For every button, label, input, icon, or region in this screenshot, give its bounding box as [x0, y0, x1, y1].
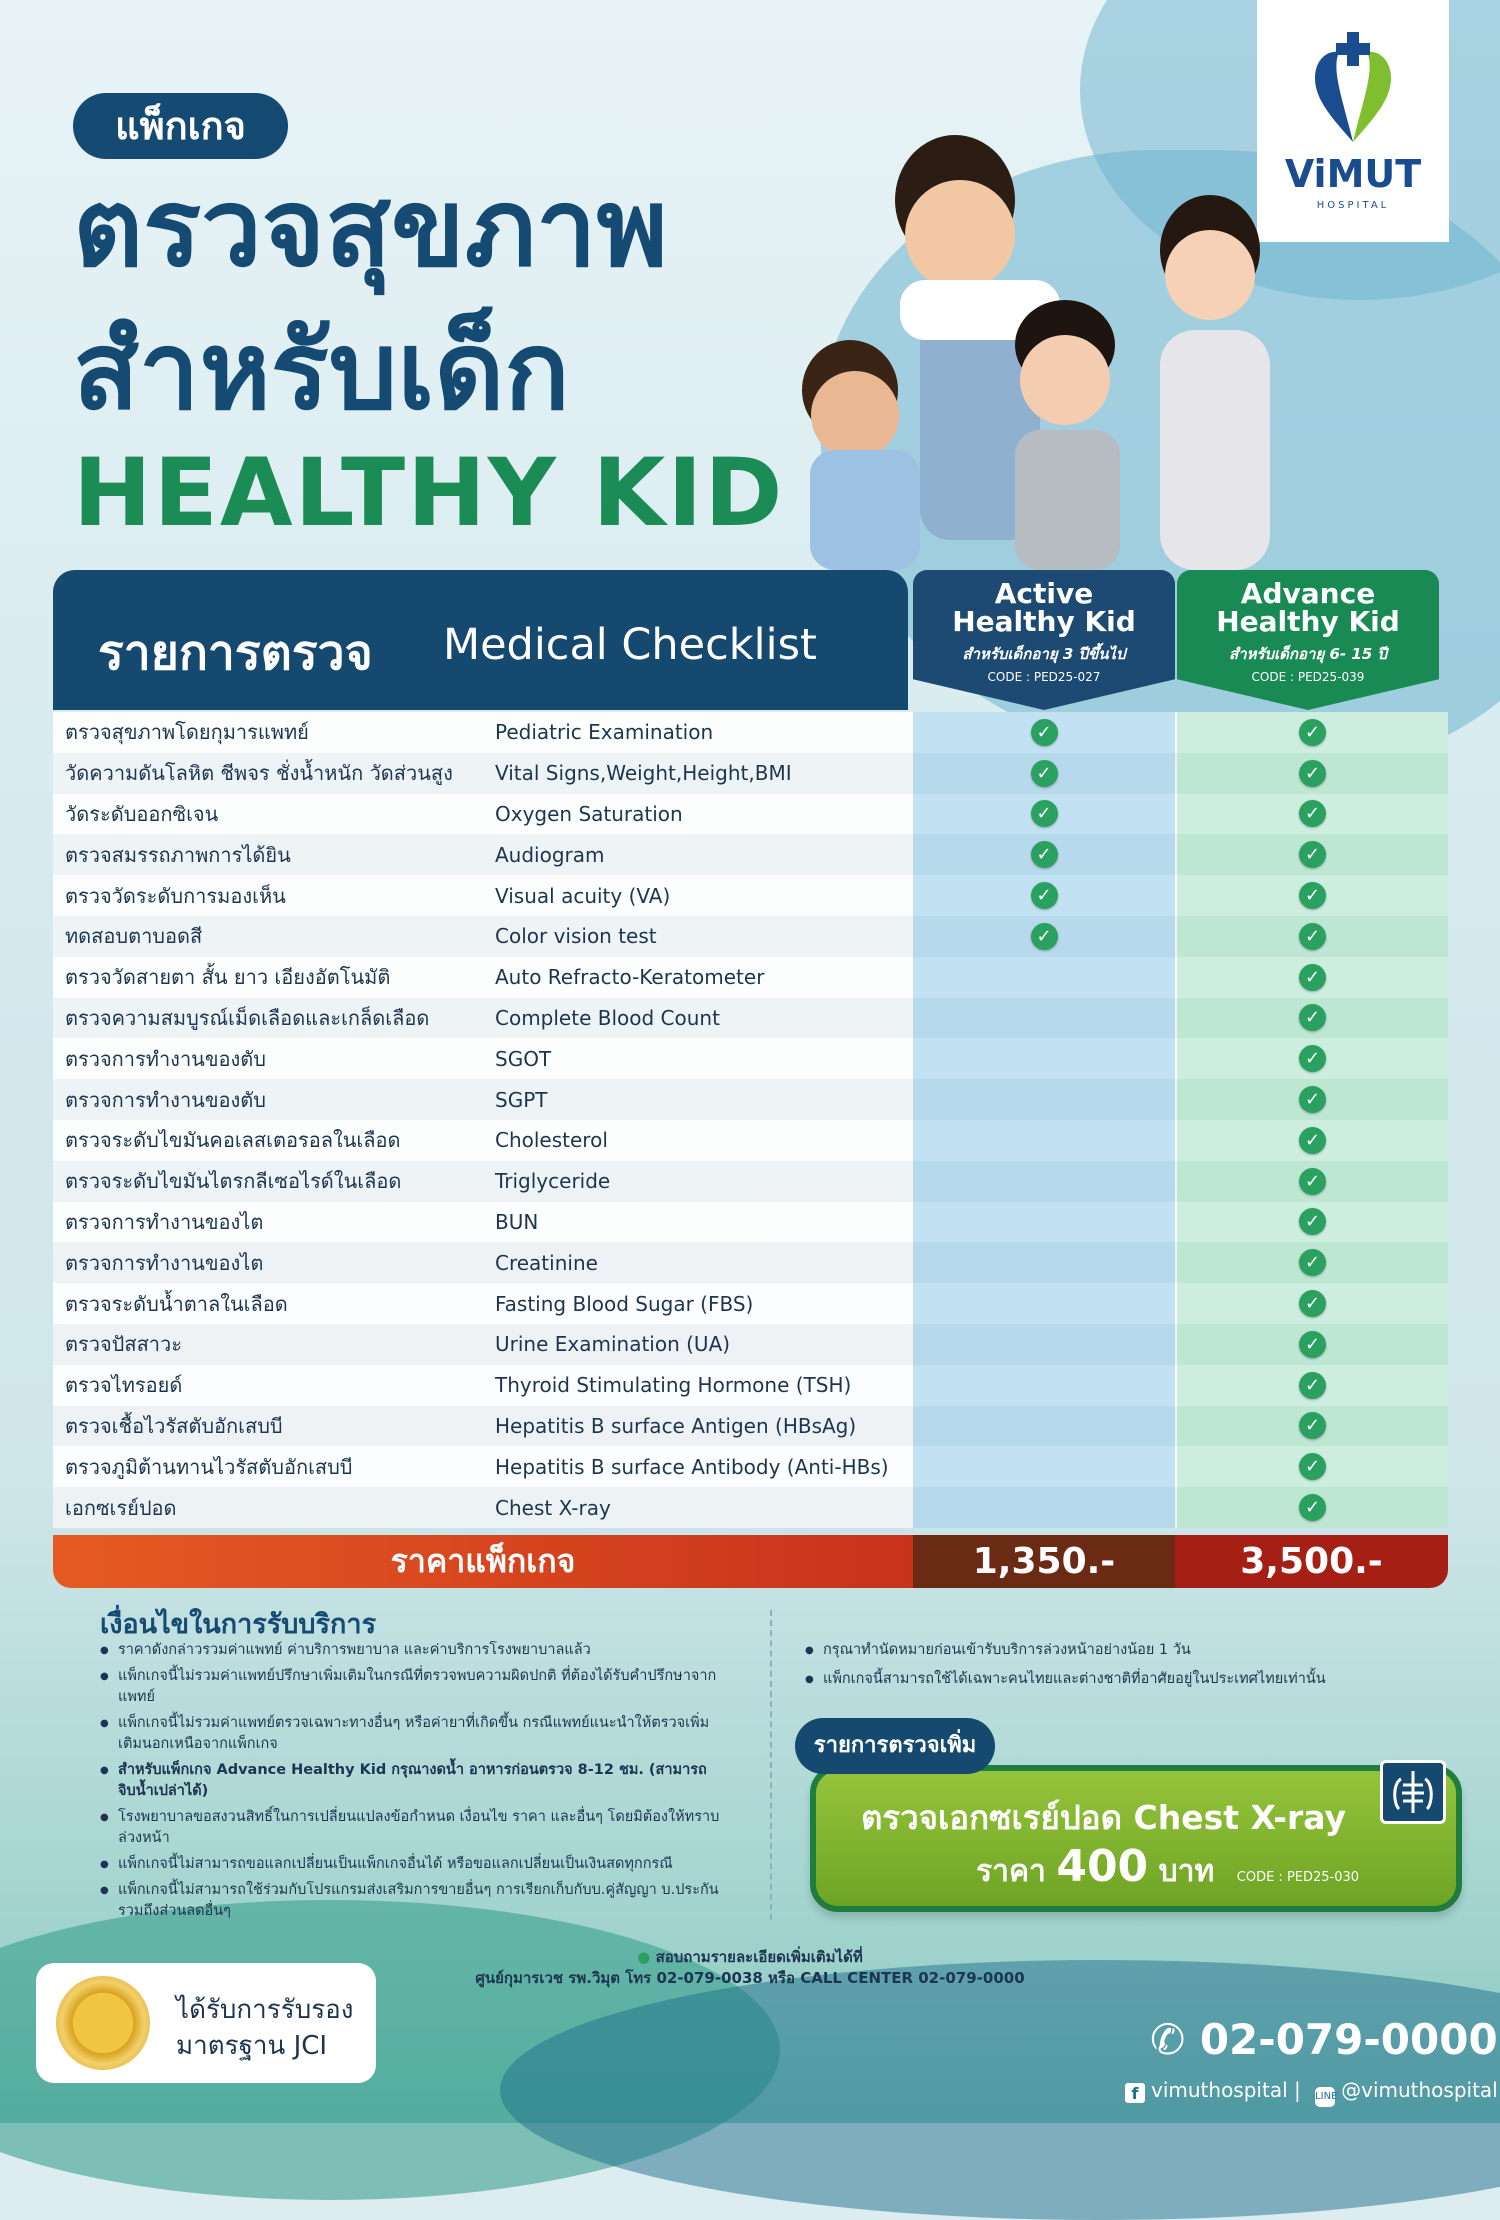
jci-line-2: มาตรฐาน JCI [176, 2031, 328, 2061]
test-name-en: Auto Refracto-Keratometer [495, 965, 765, 990]
jci-badge [36, 1963, 376, 2083]
condition-item: ● แพ็กเกจนี้ไม่รวมค่าแพทย์ปรึกษาเพิ่มเติมในกรณีที่ตรวจพบความผิดปกติ ที่ต้องได้รับคำปรึกษาจากแพทย์ [100, 1666, 720, 1708]
extra-test-box [810, 1765, 1462, 1912]
test-name-en: Color vision test [495, 924, 657, 949]
facebook-icon: f [1125, 2083, 1145, 2103]
conditions-list [100, 1640, 720, 1927]
test-name-th: ตรวจไทรอยด์ [65, 1373, 183, 1398]
check-icon: ✓ [1299, 964, 1326, 991]
contact-phones: ศูนย์กุมารเวช รพ.วิมุต โทร 02-079-0038 หรือ CALL CENTER 02-079-0000 [475, 1969, 1025, 1987]
test-name-en: Hepatitis B surface Antigen (HBsAg) [495, 1413, 857, 1438]
test-name-th: ตรวจสุขภาพโดยกุมารแพทย์ [65, 720, 309, 745]
package-age: สำหรับเด็กอายุ 6- 15 ปี [1229, 645, 1387, 663]
active-cell [913, 1283, 1175, 1324]
advance-cell [1177, 1120, 1448, 1161]
check-icon: ✓ [1299, 1086, 1326, 1113]
check-icon: ✓ [1299, 1168, 1326, 1195]
check-icon: ✓ [1031, 882, 1058, 909]
check-icon: ✓ [1031, 760, 1058, 787]
test-name-th: ตรวจการทำงานของไต [65, 1209, 264, 1234]
condition-item: ● แพ็กเกจนี้ไม่สามารถขอแลกเปลี่ยนเป็นแพ็กเกจอื่นได้ หรือขอแลกเปลี่ยนเป็นเงินสดทุกกรณี [100, 1854, 720, 1875]
check-icon: ✓ [1299, 1045, 1326, 1072]
advance-cell [1177, 712, 1448, 753]
table-row [53, 957, 1448, 998]
advance-cell [1177, 1202, 1448, 1243]
condition-item: ● แพ็กเกจนี้ไม่สามารถใช้ร่วมกับโปรแกรมส่งเสริมการขายอื่นๆ การเรียกเก็บกับบ.คู่สัญญา บ.ประกัน รวมถึงส่วนลดอื่นๆ [100, 1880, 720, 1922]
table-row [53, 753, 1448, 794]
check-icon: ✓ [1299, 923, 1326, 950]
test-name-th: ตรวจระดับไขมันไตรกลีเซอไรด์ในเลือด [65, 1169, 402, 1194]
check-icon: ✓ [1299, 882, 1326, 909]
checklist-header [53, 570, 908, 710]
table-row [53, 834, 1448, 875]
advance-cell [1177, 1079, 1448, 1120]
price-advance: 3,500.- [1175, 1535, 1448, 1588]
test-name-en: SGPT [495, 1087, 548, 1112]
test-name-en: Cholesterol [495, 1128, 608, 1153]
test-name-en: Hepatitis B surface Antibody (Anti-HBs) [495, 1454, 889, 1479]
condition-item: ● กรุณาทำนัดหมายก่อนเข้ารับบริการล่วงหน้าอย่างน้อย 1 วัน [805, 1640, 1445, 1661]
test-name-th: ตรวจการทำงานของตับ [65, 1087, 266, 1112]
line-icon: LINE [1315, 2087, 1335, 2107]
test-name-en: Thyroid Stimulating Hormone (TSH) [495, 1373, 852, 1398]
advance-cell [1177, 1365, 1448, 1406]
divider [770, 1610, 772, 1920]
check-icon: ✓ [1299, 1208, 1326, 1235]
package-tag: แพ็กเกจ [73, 93, 288, 159]
package-active-header [913, 570, 1175, 710]
price-active: 1,350.- [913, 1535, 1175, 1588]
check-icon: ✓ [1299, 1331, 1326, 1358]
check-icon: ✓ [1299, 1127, 1326, 1154]
package-age: สำหรับเด็กอายุ 3 ปีขึ้นไป [962, 645, 1126, 663]
title-line-1: ตรวจสุขภาพ [73, 166, 668, 291]
test-name-th: ตรวจระดับน้ำตาลในเลือด [65, 1291, 288, 1316]
package-name: Active Healthy Kid [952, 577, 1136, 638]
check-icon: ✓ [1299, 841, 1326, 868]
test-name-th: ตรวจปัสสาวะ [65, 1332, 182, 1357]
check-icon: ✓ [1299, 1412, 1326, 1439]
check-icon: ✓ [1299, 1494, 1326, 1521]
advance-cell [1177, 753, 1448, 794]
facebook-link[interactable]: vimuthospital [1151, 2078, 1288, 2102]
extra-test-tag: รายการตรวจเพิ่ม [795, 1718, 995, 1774]
test-name-th: เอกซเรย์ปอด [65, 1495, 177, 1520]
test-name-en: Chest X-ray [495, 1495, 611, 1520]
check-icon: ✓ [1299, 1453, 1326, 1480]
table-row [53, 794, 1448, 835]
table-row [53, 1038, 1448, 1079]
test-name-en: Urine Examination (UA) [495, 1332, 731, 1357]
jci-seal-icon [56, 1976, 150, 2070]
package-code: CODE : PED25-027 [987, 670, 1101, 684]
advance-cell [1177, 875, 1448, 916]
extra-test-price: ราคา 400 บาท CODE : PED25-030 [976, 1841, 1360, 1892]
active-cell [913, 1406, 1175, 1447]
active-cell [913, 998, 1175, 1039]
social-links: f vimuthospital | LINE @vimuthospital [1125, 2078, 1498, 2107]
test-name-th: ตรวจความสมบูรณ์เม็ดเลือดและเกล็ดเลือด [65, 1005, 430, 1030]
condition-item: ● ราคาดังกล่าวรวมค่าแพทย์ ค่าบริการพยาบาล และค่าบริการโรงพยาบาลแล้ว [100, 1640, 720, 1661]
test-name-th: ตรวจสมรรถภาพการได้ยิน [65, 842, 291, 867]
active-cell [913, 1120, 1175, 1161]
advance-cell [1177, 1487, 1448, 1528]
check-icon: ✓ [1299, 1290, 1326, 1317]
active-cell [913, 1038, 1175, 1079]
price-label: ราคาแพ็กเกจ [53, 1535, 913, 1588]
check-icon: ✓ [1299, 760, 1326, 787]
table-row [53, 1120, 1448, 1161]
active-cell [913, 916, 1175, 957]
test-name-en: Visual acuity (VA) [495, 883, 671, 908]
check-icon: ✓ [1031, 719, 1058, 746]
jci-line-1: ได้รับการรับรอง [176, 1995, 354, 2025]
active-cell [913, 753, 1175, 794]
table-row [53, 1283, 1448, 1324]
test-name-en: Complete Blood Count [495, 1005, 720, 1030]
check-icon: ✓ [1299, 1249, 1326, 1276]
test-name-th: ทดสอบตาบอดสี [65, 924, 203, 949]
table-row [53, 1161, 1448, 1202]
package-name: Advance Healthy Kid [1216, 577, 1400, 638]
advance-cell [1177, 1283, 1448, 1324]
package-advance-header [1177, 570, 1439, 710]
call-center-phone[interactable]: ✆ 02-079-0000 [1150, 2015, 1498, 2064]
conditions-title: เงื่อนไขในการรับบริการ [100, 1609, 377, 1640]
test-name-th: ตรวจการทำงานของตับ [65, 1046, 266, 1071]
test-name-th: ตรวจเชื้อไวรัสตับอักเสบบี [65, 1413, 283, 1438]
active-cell [913, 1161, 1175, 1202]
check-icon: ✓ [1031, 841, 1058, 868]
test-name-th: วัดความดันโลหิต ชีพจร ชั่งน้ำหนัก วัดส่วนสูง [65, 761, 453, 786]
advance-cell [1177, 834, 1448, 875]
check-icon: ✓ [1299, 719, 1326, 746]
advance-cell [1177, 1406, 1448, 1447]
test-name-th: ตรวจวัดสายตา สั้น ยาว เอียงอัตโนมัติ [65, 965, 391, 990]
test-name-en: Pediatric Examination [495, 720, 714, 745]
advance-cell [1177, 998, 1448, 1039]
table-row [53, 1365, 1448, 1406]
extra-test-name: ตรวจเอกซเรย์ปอด Chest X-ray [861, 1798, 1347, 1837]
active-cell [913, 1202, 1175, 1243]
test-name-th: ตรวจระดับไขมันคอเลสเตอรอลในเลือด [65, 1128, 401, 1153]
children-photo [800, 130, 1300, 570]
table-row [53, 1242, 1448, 1283]
checklist-heading-en: Medical Checklist [443, 620, 817, 670]
test-name-en: Oxygen Saturation [495, 801, 683, 826]
table-row [53, 916, 1448, 957]
active-cell [913, 794, 1175, 835]
logo-text: ViMUT [1284, 152, 1422, 196]
active-cell [913, 712, 1175, 753]
table-row [53, 998, 1448, 1039]
test-name-en: Triglyceride [495, 1169, 611, 1194]
table-row [53, 875, 1448, 916]
advance-cell [1177, 1038, 1448, 1079]
checklist-heading-th: รายการตรวจ [98, 625, 373, 681]
price-row [53, 1535, 1448, 1588]
title-line-3: HEALTHY KID [73, 439, 785, 548]
advance-cell [1177, 794, 1448, 835]
test-name-th: วัดระดับออกซิเจน [65, 801, 219, 826]
table-row [53, 712, 1448, 753]
condition-item: ● โรงพยาบาลขอสงวนสิทธิ์ในการเปลี่ยนแปลงข้อกำหนด เงื่อนไข ราคา และอื่นๆ โดยมิต้องให้ทราบล่วงหน้า [100, 1807, 720, 1849]
phone-icon: ✆ [1150, 2015, 1186, 2064]
active-cell [913, 875, 1175, 916]
test-name-th: ตรวจวัดระดับการมองเห็น [65, 883, 286, 908]
table-row [53, 1446, 1448, 1487]
logo-subtext: HOSPITAL [1316, 200, 1390, 211]
advance-cell [1177, 1161, 1448, 1202]
active-cell [913, 1446, 1175, 1487]
location-pin-icon: ● [637, 1948, 651, 1966]
active-cell [913, 834, 1175, 875]
test-name-en: Fasting Blood Sugar (FBS) [495, 1291, 754, 1316]
table-row [53, 1406, 1448, 1447]
active-cell [913, 1324, 1175, 1365]
test-name-en: Creatinine [495, 1250, 598, 1275]
active-cell [913, 1487, 1175, 1528]
active-cell [913, 1242, 1175, 1283]
table-row [53, 1202, 1448, 1243]
advance-cell [1177, 1446, 1448, 1487]
condition-item: ● แพ็กเกจนี้ไม่รวมค่าแพทย์ตรวจเฉพาะทางอื่นๆ หรือค่ายาที่เกิดขึ้น กรณีแพทย์แนะนำให้ตรวจเพิ่มเติมนอกเหนือจากแพ็กเกจ [100, 1713, 720, 1755]
check-icon: ✓ [1299, 1004, 1326, 1031]
conditions-list-right [805, 1640, 1445, 1698]
checklist-table [53, 712, 1448, 1528]
advance-cell [1177, 1242, 1448, 1283]
condition-item: ● แพ็กเกจนี้สามารถใช้ได้เฉพาะคนไทยและต่างชาติที่อาศัยอยู่ในประเทศไทยเท่านั้น [805, 1669, 1445, 1690]
table-row [53, 1487, 1448, 1528]
advance-cell [1177, 916, 1448, 957]
contact-info: ● สอบถามรายละเอียดเพิ่มเติมได้ที่ [637, 1948, 863, 1966]
advance-cell [1177, 957, 1448, 998]
title-line-2: สำหรับเด็ก [73, 309, 570, 434]
logo-icon [1309, 30, 1397, 150]
line-link[interactable]: @vimuthospital [1341, 2078, 1498, 2102]
active-cell [913, 1079, 1175, 1120]
package-code: CODE : PED25-039 [1251, 670, 1365, 684]
test-name-en: Vital Signs,Weight,Height,BMI [495, 761, 792, 786]
condition-item: ● สำหรับแพ็กเกจ Advance Healthy Kid กรุณางดน้ำ อาหารก่อนตรวจ 8-12 ชม. (สามารถจิบน้ำเปล่าได้) [100, 1760, 720, 1802]
xray-icon [1380, 1760, 1446, 1824]
test-name-en: SGOT [495, 1046, 552, 1071]
active-cell [913, 957, 1175, 998]
check-icon: ✓ [1299, 1372, 1326, 1399]
advance-cell [1177, 1324, 1448, 1365]
active-cell [913, 1365, 1175, 1406]
check-icon: ✓ [1031, 800, 1058, 827]
table-row [53, 1324, 1448, 1365]
test-name-th: ตรวจการทำงานของไต [65, 1250, 264, 1275]
test-name-th: ตรวจภูมิต้านทานไวรัสตับอักเสบบี [65, 1454, 353, 1479]
test-name-en: BUN [495, 1209, 539, 1234]
check-icon: ✓ [1299, 800, 1326, 827]
check-icon: ✓ [1031, 923, 1058, 950]
test-name-en: Audiogram [495, 842, 605, 867]
table-row [53, 1079, 1448, 1120]
